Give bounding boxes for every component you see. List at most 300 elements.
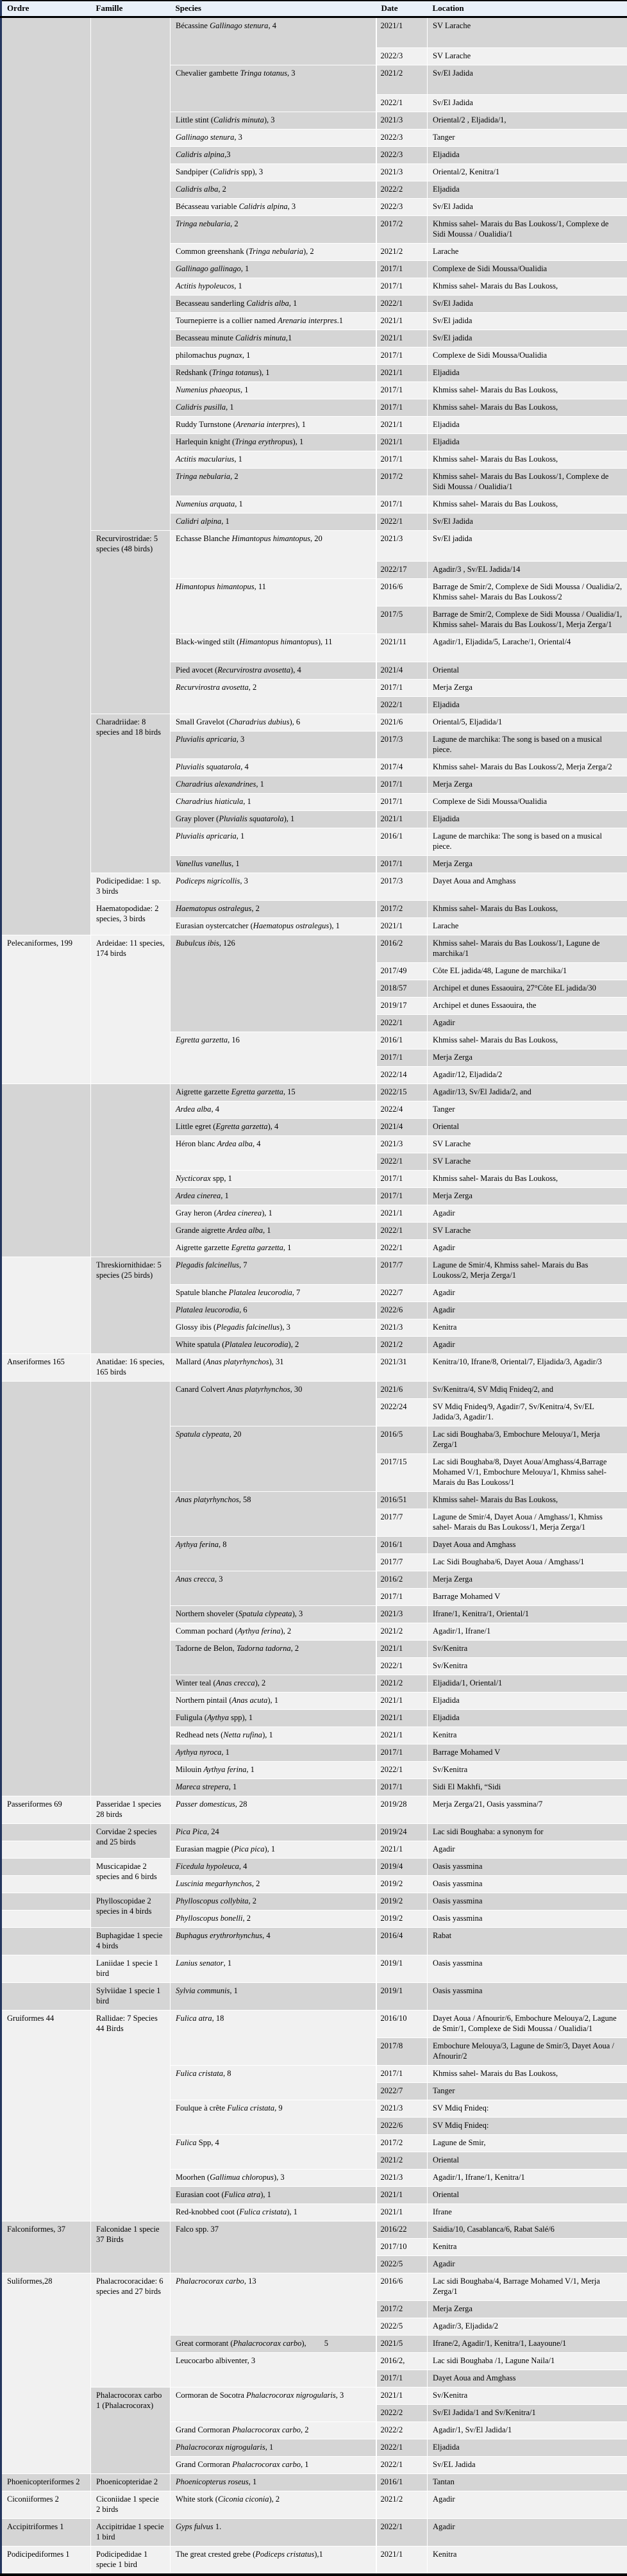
location-cell: SV Larache: [428, 17, 627, 48]
date-cell: 2021/1: [376, 2187, 428, 2204]
species-cell: Winter teal (Anas crecca), 2: [171, 1675, 376, 1693]
date-cell: 2017/1: [376, 451, 428, 469]
location-cell: Lac Sidi Boughaba/6, Dayet Aoua / Amghass/1: [428, 1554, 627, 1571]
location-cell: Ifrane/2, Agadir/1, Kenitra/1, Laayoune/1: [428, 2336, 627, 2353]
ordre-cell: Pelecaniformes, 199: [1, 935, 91, 1084]
location-cell: Kenitra: [428, 1319, 627, 1337]
location-cell: Larache: [428, 918, 627, 935]
location-cell: Sv/El jadida: [428, 330, 627, 347]
famille-cell: Haematopodidae: 2 species, 3 birds: [91, 901, 171, 935]
table-row: [1, 1257, 627, 1285]
location-cell: Agadir: [428, 1302, 627, 1319]
date-cell: 2016/1: [376, 2474, 428, 2491]
date-cell: 2022/3: [376, 48, 428, 65]
species-cell: Pied avocet (Recurvirostra avosetta), 4: [171, 662, 376, 680]
species-cell: Gallinago gallinago, 1: [171, 261, 376, 278]
famille-cell: Buphagidae 1 specie 4 birds: [91, 1928, 171, 1955]
species-cell: Becasseau minute Calidris minuta,1: [171, 330, 376, 347]
location-cell: SV Mdiq Fnideq:: [428, 2100, 627, 2118]
species-cell: Numenius phaeopus, 1: [171, 382, 376, 399]
location-cell: Merja Zerga: [428, 776, 627, 794]
location-cell: Sv/El Jadida: [428, 514, 627, 531]
ordre-cell: [1, 1876, 91, 1893]
table-row: [1, 2491, 627, 2519]
date-cell: 2019/24: [376, 1824, 428, 1841]
species-cell: Mareca strepera, 1: [171, 1779, 376, 1796]
date-cell: 2017/2: [376, 2301, 428, 2318]
date-cell: 2021/1: [376, 1710, 428, 1727]
species-cell: Lanius senator, 1: [171, 1955, 376, 1983]
location-cell: Eljadida/1, Oriental/1: [428, 1675, 627, 1693]
ordre-cell: Ciconiiformes 2: [1, 2491, 91, 2519]
species-cell: Numenius arquata, 1: [171, 496, 376, 514]
date-cell: 2018/57: [376, 980, 428, 998]
species-cell: Gray heron (Ardea cinerea), 1: [171, 1205, 376, 1223]
date-cell: 2021/3: [376, 1606, 428, 1623]
species-cell: Eurasian oystercatcher (Haematopus ostralegus), 1: [171, 918, 376, 935]
species-cell: Fulica atra, 18: [171, 2011, 376, 2066]
date-cell: 2016/10: [376, 2011, 428, 2038]
location-cell: Lagune de marchika: The song is based on a musical piece.: [428, 828, 627, 856]
date-cell: 2017/7: [376, 1257, 428, 1285]
date-cell: 2022/1: [376, 2457, 428, 2474]
date-cell: 2022/1: [376, 95, 428, 112]
location-cell: Oriental/2 , Eljadida/1,: [428, 112, 627, 130]
famille-cell: Phalacrocorax carbo 1 (Phalacrocorax): [91, 2388, 171, 2474]
famille-cell: [91, 17, 171, 531]
location-cell: Khmiss sahel- Marais du Bas Loukoss/1, Lagune de marchika/1: [428, 935, 627, 963]
famille-cell: Threskiornithidae: 5 species (25 birds): [91, 1257, 171, 1354]
date-cell: 2016/2: [376, 1571, 428, 1589]
species-cell: Canard Colvert Anas platyrhynchos, 30: [171, 1382, 376, 1426]
location-cell: Rabat: [428, 1928, 627, 1955]
location-cell: Khmiss sahel- Marais du Bas Loukoss,: [428, 382, 627, 399]
column-header-ordre: Ordre: [1, 1, 91, 17]
table-row: [1, 2011, 627, 2038]
date-cell: 2021/1: [376, 17, 428, 48]
famille-cell: Muscicapidae 2 species and 6 birds: [91, 1859, 171, 1893]
date-cell: 2016/22: [376, 2221, 428, 2239]
famille-cell: [91, 1382, 171, 1796]
famille-cell: Laniidae 1 specie 1 bird: [91, 1955, 171, 1983]
famille-cell: Charadriidae: 8 species and 18 birds: [91, 714, 171, 873]
location-cell: Agadir: [428, 1841, 627, 1859]
species-cell: Grand Cormoran Phalacrocorax carbo, 2: [171, 2422, 376, 2439]
species-cell: White spatula (Platalea leucorodia), 2: [171, 1337, 376, 1354]
species-cell: Foulque à crête Fulica cristata, 9: [171, 2100, 376, 2135]
date-cell: 2021/1: [376, 1641, 428, 1658]
date-cell: 2017/15: [376, 1454, 428, 1492]
date-cell: 2019/2: [376, 1911, 428, 1928]
ordre-cell: [1, 1084, 91, 1257]
date-cell: 2021/1: [376, 1205, 428, 1223]
date-cell: 2021/2: [376, 2491, 428, 2519]
location-cell: Lac sidi Boughaba: a synonym for: [428, 1824, 627, 1841]
ordre-cell: Suliformes,28: [1, 2273, 91, 2474]
date-cell: 2021/3: [376, 1136, 428, 1153]
location-cell: Dayet Aoua / Afnourir/6, Embochure Melouya/2, Lagune de Smir/1, Complexe de Sidi Moussa / Oualidia/1: [428, 2011, 627, 2038]
date-cell: 2019/2: [376, 1893, 428, 1911]
location-cell: Oasis yassmina: [428, 1911, 627, 1928]
species-cell: Actitis hypoleucos, 1: [171, 278, 376, 296]
location-cell: Lac sidi Boughaba/8, Dayet Aoua/Amghass/4,Barrage Mohamed V/1, Embochure Melouya/1, Khmiss sahel- Marais du Bas Loukoss/1: [428, 1454, 627, 1492]
location-cell: Lagune de marchika: The song is based on a musical piece.: [428, 732, 627, 759]
species-cell: Pluvialis apricaria, 3: [171, 732, 376, 759]
column-header-species: Species: [171, 1, 376, 17]
date-cell: 2021/3: [376, 531, 428, 562]
species-cell: Sandpiper (Calidris spp), 3: [171, 164, 376, 181]
species-cell: Aigrette garzette Egretta garzetta, 1: [171, 1240, 376, 1257]
date-cell: 2017/1: [376, 382, 428, 399]
location-cell: Sv/El Jadida: [428, 296, 627, 313]
location-cell: Merja Zerga: [428, 1050, 627, 1067]
location-cell: Agadir: [428, 2256, 627, 2273]
date-cell: 2021/2: [376, 244, 428, 261]
location-cell: Kenitra: [428, 2547, 627, 2575]
location-cell: Barrage Mohamed V: [428, 1589, 627, 1606]
date-cell: 2016/4: [376, 1928, 428, 1955]
location-cell: Khmiss sahel- Marais du Bas Loukoss,: [428, 399, 627, 417]
species-cell: Tournepierre is a collier named Arenaria interpres.1: [171, 313, 376, 330]
location-cell: Oriental: [428, 2152, 627, 2170]
location-cell: Sv/El jadida: [428, 313, 627, 330]
location-cell: SV Mdiq Fnideq:: [428, 2118, 627, 2135]
location-cell: Khmiss sahel- Marais du Bas Loukoss,: [428, 278, 627, 296]
location-cell: Archipel et dunes Essaouira, 27°Côte EL jadida/30: [428, 980, 627, 998]
famille-cell: Phoenicopteridae 2: [91, 2474, 171, 2491]
table-row: [1, 2519, 627, 2547]
location-cell: Sv/El jadida: [428, 531, 627, 562]
date-cell: 2022/5: [376, 2318, 428, 2336]
species-cell: Anas platyrhynchos, 58: [171, 1492, 376, 1537]
date-cell: 2016/1: [376, 1032, 428, 1050]
location-cell: Barrage Mohamed V: [428, 1744, 627, 1762]
date-cell: 2017/1: [376, 1779, 428, 1796]
date-cell: 2017/7: [376, 1554, 428, 1571]
species-cell: Pica Pica, 24: [171, 1824, 376, 1841]
species-cell: Gray plover (Pluvialis squatarola), 1: [171, 811, 376, 828]
location-cell: Eljadida: [428, 181, 627, 199]
date-cell: 2022/14: [376, 1067, 428, 1084]
famille-cell: Phalacrocoracidae: 6 species and 27 birds: [91, 2273, 171, 2388]
species-cell: Actitis macularius, 1: [171, 451, 376, 469]
location-cell: Merja Zerga: [428, 856, 627, 873]
location-cell: Agadir/1, Eljadida/5, Larache/1, Oriental/4: [428, 634, 627, 662]
famille-cell: Sylviidae 1 specie 1 bird: [91, 1983, 171, 2011]
location-cell: Sv/El Jadida: [428, 95, 627, 112]
table-row: [1, 1983, 627, 2011]
date-cell: 2016/1: [376, 1537, 428, 1554]
date-cell: 2019/2: [376, 1876, 428, 1893]
famille-cell: [91, 1084, 171, 1257]
species-cell: Sylvia communis, 1: [171, 1983, 376, 2011]
date-cell: 2022/1: [376, 1223, 428, 1240]
date-cell: 2019/28: [376, 1796, 428, 1824]
location-cell: Oriental: [428, 662, 627, 680]
date-cell: 2021/11: [376, 634, 428, 662]
species-cell: Aigrette garzette Egretta garzetta, 15: [171, 1084, 376, 1101]
location-cell: SV Larache: [428, 1223, 627, 1240]
table-row: [1, 1955, 627, 1983]
date-cell: 2021/3: [376, 2100, 428, 2118]
location-cell: Tanger: [428, 130, 627, 147]
location-cell: Kenitra: [428, 2239, 627, 2256]
location-cell: SV Mdiq Fnideq/9, Agadir/7, Sv/Kenitra/4, Sv/EL Jadida/3, Agadir/1.: [428, 1399, 627, 1426]
location-cell: Dayet Aoua and Amghass: [428, 2370, 627, 2388]
date-cell: 2016/6: [376, 579, 428, 606]
species-cell: Calidris alba, 2: [171, 181, 376, 199]
ordre-cell: [1, 1955, 91, 1983]
species-cell: philomachus pugnax, 1: [171, 347, 376, 365]
date-cell: 2017/1: [376, 399, 428, 417]
location-cell: SV Larache: [428, 1136, 627, 1153]
date-cell: 2017/10: [376, 2239, 428, 2256]
column-header-date: Date: [376, 1, 428, 17]
species-cell: Spatule blanche Platalea leucorodia, 7: [171, 1285, 376, 1302]
date-cell: 2022/3: [376, 147, 428, 164]
date-cell: 2022/1: [376, 514, 428, 531]
date-cell: 2021/3: [376, 2170, 428, 2187]
location-cell: Lagune de Smir,: [428, 2135, 627, 2152]
species-cell: Passer domesticus, 28: [171, 1796, 376, 1824]
species-cell: Calidri alpina, 1: [171, 514, 376, 531]
species-cell: Moorhen (Gallimua chloropus), 3: [171, 2170, 376, 2187]
location-cell: Complexe de Sidi Moussa/Oualidia: [428, 794, 627, 811]
location-cell: Complexe de Sidi Moussa/Oualidia: [428, 347, 627, 365]
location-cell: Complexe de Sidi Moussa/Oualidia: [428, 261, 627, 278]
location-cell: Oasis yassmina: [428, 1955, 627, 1983]
ordre-cell: [1, 1983, 91, 2011]
date-cell: 2022/5: [376, 2256, 428, 2273]
location-cell: Agadir: [428, 1240, 627, 1257]
species-cell: Mallard (Anas platyrhynchos), 31: [171, 1354, 376, 1382]
species-cell: Milouin Aythya ferina, 1: [171, 1762, 376, 1779]
date-cell: 2022/6: [376, 2118, 428, 2135]
location-cell: Dayet Aoua and Amghass: [428, 873, 627, 901]
table-header-row: [1, 1, 627, 17]
location-cell: Kenitra/10, Ifrane/8, Oriental/7, Eljadida/3, Agadir/3: [428, 1354, 627, 1382]
species-cell: Pluvialis apricaria, 1: [171, 828, 376, 856]
famille-cell: Anatidae: 16 species, 165 birds: [91, 1354, 171, 1382]
location-cell: Tanger: [428, 1101, 627, 1119]
location-cell: Sv/El Jadida: [428, 65, 627, 95]
date-cell: 2017/1: [376, 1188, 428, 1205]
location-cell: Khmiss sahel- Marais du Bas Loukoss,: [428, 2066, 627, 2083]
ordre-cell: Podicipediformes 1: [1, 2547, 91, 2575]
table-row: [1, 531, 627, 562]
location-cell: Sv/EL Jadida: [428, 2457, 627, 2474]
species-cell: Egretta garzetta, 16: [171, 1032, 376, 1084]
location-cell: Agadir/1, Ifrane/1, Kenitra/1: [428, 2170, 627, 2187]
location-cell: Barrage de Smir/2, Complexe de Sidi Moussa / Oualidia/1, Khmiss sahel- Marais du Bas Loukoss/1, Merja Zerga/1: [428, 606, 627, 634]
table-row: [1, 2221, 627, 2239]
date-cell: 2021/1: [376, 2547, 428, 2575]
location-cell: Agadir: [428, 2491, 627, 2519]
species-cell: Chevalier gambette Tringa totanus, 3: [171, 65, 376, 112]
location-cell: Sv/El Jadida: [428, 199, 627, 216]
date-cell: 2017/1: [376, 1744, 428, 1762]
species-cell: Ruddy Turnstone (Arenaria interpres), 1: [171, 417, 376, 434]
date-cell: 2022/3: [376, 130, 428, 147]
species-cell: Bécassine Gallinago stenura, 4: [171, 17, 376, 65]
date-cell: 2021/1: [376, 365, 428, 382]
species-cell: Cormoran de Socotra Phalacrocorax nigrogularis, 3: [171, 2388, 376, 2422]
location-cell: Merja Zerga: [428, 2301, 627, 2318]
species-cell: Small Gravelot (Charadrius dubius), 6: [171, 714, 376, 732]
date-cell: 2021/2: [376, 1337, 428, 1354]
species-cell: Great cormorant (Phalacrocorax carbo), 5: [171, 2336, 376, 2353]
date-cell: 2021/6: [376, 714, 428, 732]
date-cell: 2022/1: [376, 1240, 428, 1257]
date-cell: 2017/1: [376, 1171, 428, 1188]
famille-cell: Ciconiidae 1 specie 2 birds: [91, 2491, 171, 2519]
location-cell: Agadir: [428, 1285, 627, 1302]
location-cell: Oasis yassmina: [428, 1983, 627, 2011]
location-cell: Tantan: [428, 2474, 627, 2491]
ordre-cell: [1, 17, 91, 935]
ordre-cell: [1, 1257, 91, 1354]
location-cell: Khmiss sahel- Marais du Bas Loukoss,: [428, 1171, 627, 1188]
species-cell: Calidris alpina,3: [171, 147, 376, 164]
location-cell: Merja Zerga/21, Oasis yassmina/7: [428, 1796, 627, 1824]
famille-cell: Passeridae 1 species 28 birds: [91, 1796, 171, 1824]
species-cell: Anas crecca, 3: [171, 1571, 376, 1606]
ordre-cell: Falconiformes, 37: [1, 2221, 91, 2273]
species-cell: Glossy ibis (Plegadis falcinellus), 3: [171, 1319, 376, 1337]
column-header-famille: Famille: [91, 1, 171, 17]
species-cell: Recurvirostra avosetta, 2: [171, 680, 376, 714]
location-cell: Merja Zerga: [428, 1571, 627, 1589]
species-cell: Fulica cristata, 8: [171, 2066, 376, 2100]
date-cell: 2022/6: [376, 1302, 428, 1319]
date-cell: 2021/4: [376, 662, 428, 680]
species-cell: Himantopus himantopus, 11: [171, 579, 376, 634]
species-cell: The great crested grebe (Podiceps cristatus),1: [171, 2547, 376, 2575]
ordre-cell: [1, 1911, 91, 1928]
species-cell: Héron blanc Ardea alba, 4: [171, 1136, 376, 1171]
location-cell: Tanger: [428, 2083, 627, 2100]
location-cell: Sv/Kenitra: [428, 1762, 627, 1779]
location-cell: Archipel et dunes Essaouira, the: [428, 998, 627, 1015]
date-cell: 2017/3: [376, 732, 428, 759]
date-cell: 2022/1: [376, 296, 428, 313]
table-row: [1, 935, 627, 963]
location-cell: Sv/Kenitra: [428, 1658, 627, 1675]
species-cell: Aythya nyroca, 1: [171, 1744, 376, 1762]
date-cell: 2022/1: [376, 2439, 428, 2457]
species-cell: Tringa nebularia, 2: [171, 216, 376, 244]
location-cell: Eljadida: [428, 2439, 627, 2457]
date-cell: 2021/3: [376, 164, 428, 181]
date-cell: 2022/2: [376, 2422, 428, 2439]
ordre-cell: Passeriformes 69: [1, 1796, 91, 1824]
species-cell: White stork (Ciconia ciconia), 2: [171, 2491, 376, 2519]
location-cell: Khmiss sahel- Marais du Bas Loukoss/2, Merja Zerga/2: [428, 759, 627, 776]
date-cell: 2021/1: [376, 2204, 428, 2221]
species-cell: Black-winged stilt (Himantopus himantopus), 11: [171, 634, 376, 662]
date-cell: 2022/15: [376, 1084, 428, 1101]
date-cell: 2017/3: [376, 873, 428, 901]
species-cell: Echasse Blanche Himantopus himantopus, 20: [171, 531, 376, 579]
location-cell: Oriental/5, Eljadida/1: [428, 714, 627, 732]
date-cell: 2019/17: [376, 998, 428, 1015]
species-cell: Ardea cinerea, 1: [171, 1188, 376, 1205]
date-cell: 2022/2: [376, 2405, 428, 2422]
date-cell: 2021/2: [376, 1623, 428, 1641]
species-cell: Calidris pusilla, 1: [171, 399, 376, 417]
species-cell: Luscinia megarhynchos, 2: [171, 1876, 376, 1893]
location-cell: Eljadida: [428, 1710, 627, 1727]
species-cell: Common greenshank (Tringa nebularia), 2: [171, 244, 376, 261]
table-row: [1, 1928, 627, 1955]
date-cell: 2021/3: [376, 1319, 428, 1337]
species-cell: Red-knobbed coot (Fulica cristata), 1: [171, 2204, 376, 2221]
species-cell: Phoenicopterus roseus, 1: [171, 2474, 376, 2491]
date-cell: 2016/5: [376, 1426, 428, 1454]
ordre-cell: [1, 1841, 91, 1859]
date-cell: 2017/1: [376, 347, 428, 365]
location-cell: Sv/El Jadida/1 and Sv/Kenitra/1: [428, 2405, 627, 2422]
date-cell: 2022/7: [376, 2083, 428, 2100]
location-cell: Lac sidi Boughaba/4, Barrage Mohamed V/1, Merja Zerga/1: [428, 2273, 627, 2301]
location-cell: Khmiss sahel- Marais du Bas Loukoss,: [428, 1032, 627, 1050]
date-cell: 2017/1: [376, 856, 428, 873]
ordre-cell: [1, 1382, 91, 1796]
table-row: [1, 873, 627, 901]
location-cell: Agadir: [428, 1015, 627, 1032]
table-row: [1, 1893, 627, 1911]
species-cell: Grand Cormoran Phalacrocorax carbo, 1: [171, 2457, 376, 2474]
date-cell: 2021/1: [376, 330, 428, 347]
species-cell: Leucocarbo albiventer, 3: [171, 2353, 376, 2388]
date-cell: 2022/7: [376, 1285, 428, 1302]
location-cell: Agadir/1, Ifrane/1: [428, 1623, 627, 1641]
location-cell: SV Larache: [428, 1153, 627, 1171]
species-cell: Charadrius hiaticula, 1: [171, 794, 376, 811]
species-cell: Podiceps nigricollis, 3: [171, 873, 376, 901]
date-cell: 2017/5: [376, 606, 428, 634]
species-cell: Harlequin knight (Tringa erythropus), 1: [171, 434, 376, 451]
date-cell: 2017/1: [376, 496, 428, 514]
species-cell: Grande aigrette Ardea alba, 1: [171, 1223, 376, 1240]
species-cell: Eurasian coot (Fulica atra), 1: [171, 2187, 376, 2204]
date-cell: 2021/1: [376, 918, 428, 935]
location-cell: Oasis yassmina: [428, 1859, 627, 1876]
date-cell: 2021/1: [376, 313, 428, 330]
location-cell: Eljadida: [428, 147, 627, 164]
date-cell: 2021/1: [376, 1693, 428, 1710]
table-row: [1, 2474, 627, 2491]
location-cell: Lac sidi Boughaba/3, Embochure Melouya/1, Merja Zerga/1: [428, 1426, 627, 1454]
table-row: [1, 2273, 627, 2301]
location-cell: Oriental: [428, 1119, 627, 1136]
date-cell: 2017/1: [376, 2370, 428, 2388]
location-cell: Khmiss sahel- Marais du Bas Loukoss,: [428, 901, 627, 918]
location-cell: Khmiss sahel- Marais du Bas Loukoss/1, Complexe de Sidi Moussa / Oualidia/1: [428, 469, 627, 496]
table-row: [1, 1796, 627, 1824]
ordre-cell: Accipitriformes 1: [1, 2519, 91, 2547]
date-cell: 2022/1: [376, 1762, 428, 1779]
table-row: [1, 1859, 627, 1876]
species-cell: Phylloscopus collybita, 2: [171, 1893, 376, 1911]
date-cell: 2022/24: [376, 1399, 428, 1426]
famille-cell: Falconidae 1 specie 37 Birds: [91, 2221, 171, 2273]
species-cell: Ficedula hypoleuca, 4: [171, 1859, 376, 1876]
location-cell: Oasis yassmina: [428, 1876, 627, 1893]
ordre-cell: Gruiformes 44: [1, 2011, 91, 2221]
species-cell: Spatula clypeata, 20: [171, 1426, 376, 1492]
famille-cell: Phylloscopidae 2 species in 4 birds: [91, 1893, 171, 1928]
